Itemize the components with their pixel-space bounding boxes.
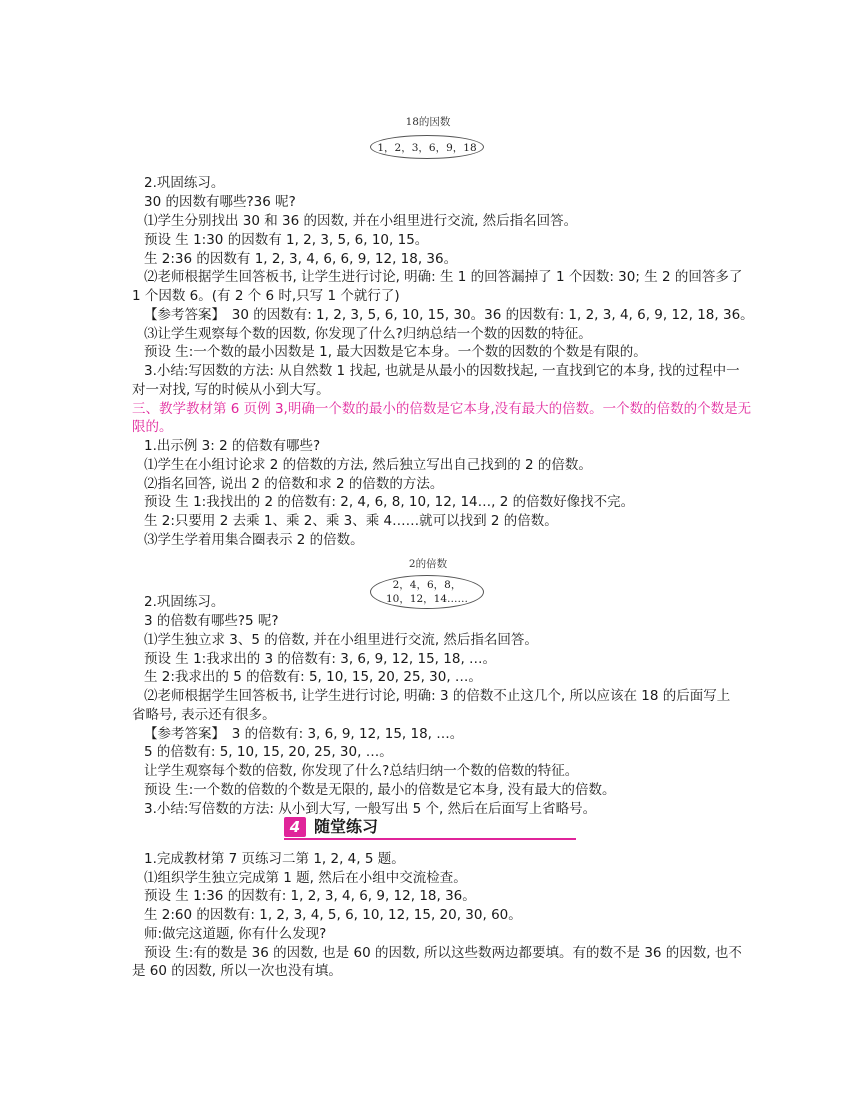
diagram-title: 2的倍数 bbox=[408, 558, 448, 570]
diagram-title: 18的因数 bbox=[405, 116, 451, 128]
section-heading: 三、教学教材第 6 页例 3,明确一个数的最小的倍数是它本身,没有最大的倍数。一个数的倍数的个数是无 bbox=[132, 401, 752, 417]
text-line: 师:做完这道题, 你有什么发现? bbox=[144, 926, 327, 942]
text-line: 生 2:我求出的 5 的倍数有: 5, 10, 15, 20, 25, 30, …。 bbox=[144, 669, 482, 685]
text-line: 预设 生:一个数的倍数的个数是无限的, 最小的倍数是它本身, 没有最大的倍数。 bbox=[144, 782, 616, 798]
section-title: 随堂练习 bbox=[314, 817, 379, 836]
text-line: 对一对找, 写的时候从小到大写。 bbox=[132, 382, 330, 398]
text-line: 预设 生 1:30 的因数有 1, 2, 3, 5, 6, 10, 15。 bbox=[144, 232, 429, 248]
text-line: 生 2:36 的因数有 1, 2, 3, 4, 6, 6, 9, 12, 18, 36。 bbox=[144, 251, 458, 267]
section-number-badge: 4 bbox=[284, 817, 306, 837]
section-heading: 限的。 bbox=[132, 419, 173, 435]
text-line: 预设 生 1:我找出的 2 的倍数有: 2, 4, 6, 8, 10, 12, 14…, 2 的倍数好像找不完。 bbox=[144, 494, 635, 510]
answer-line: 【参考答案】 30 的因数有: 1, 2, 3, 5, 6, 10, 15, 30。36 的因数有: 1, 2, 3, 4, 6, 9, 12, 18, 36。 bbox=[144, 307, 754, 323]
factors-of-18-diagram bbox=[370, 114, 486, 159]
text-line: 预设 生 1:36 的因数有: 1, 2, 3, 4, 6, 9, 12, 18, 36。 bbox=[144, 888, 476, 904]
answer-line: 【参考答案】 3 的倍数有: 3, 6, 9, 12, 15, 18, …。 bbox=[144, 726, 464, 742]
text-line: 生 2:只要用 2 去乘 1、乘 2、乘 3、乘 4……就可以找到 2 的倍数。 bbox=[144, 513, 558, 529]
text-line: ⑴学生独立求 3、5 的倍数, 并在小组里进行交流, 然后指名回答。 bbox=[144, 632, 538, 648]
text-line: 预设 生:一个数的最小因数是 1, 最大因数是它本身。一个数的因数的个数是有限的。 bbox=[144, 344, 647, 360]
text-line: 是 60 的因数, 所以一次也没有填。 bbox=[132, 963, 342, 979]
text-line: 让学生观察每个数的倍数, 你发现了什么?总结归纳一个数的倍数的特征。 bbox=[144, 763, 579, 779]
text-line: ⑶学生学着用集合圈表示 2 的倍数。 bbox=[144, 532, 364, 548]
set-ellipse bbox=[370, 135, 484, 159]
set-content-line2: 10，12，14…… bbox=[385, 593, 469, 605]
text-line: 1.完成教材第 7 页练习二第 1, 2, 4, 5 题。 bbox=[144, 851, 405, 867]
text-line: 30 的因数有哪些?36 呢? bbox=[144, 194, 296, 210]
set-content-line1: 2，4，6，8， bbox=[392, 579, 462, 591]
text-line: ⑴学生分别找出 30 和 36 的因数, 并在小组里进行交流, 然后指名回答。 bbox=[144, 213, 578, 229]
text-line: 3 的倍数有哪些?5 呢? bbox=[144, 613, 279, 629]
text-line: 5 的倍数有: 5, 10, 15, 20, 25, 30, …。 bbox=[144, 744, 393, 760]
text-line: 1.出示例 3: 2 的倍数有哪些? bbox=[144, 438, 321, 454]
text-line: 1 个因数 6。(有 2 个 6 时,只写 1 个就行了) bbox=[132, 288, 400, 304]
text-line: 2.巩固练习。 bbox=[144, 175, 225, 191]
text-line: ⑵老师根据学生回答板书, 让学生进行讨论, 明确: 3 的倍数不止这几个, 所以应该在 18 的后面写上 bbox=[144, 688, 731, 704]
text-line: 省略号, 表示还有很多。 bbox=[132, 707, 276, 723]
text-line: ⑴学生在小组讨论求 2 的倍数的方法, 然后独立写出自己找到的 2 的倍数。 bbox=[144, 457, 592, 473]
set-content: 1，2，3，6，9，18 bbox=[377, 141, 477, 154]
text-line: ⑶让学生观察每个数的因数, 你发现了什么?归纳总结一个数的因数的特征。 bbox=[144, 326, 592, 342]
text-line: 2.巩固练习。 bbox=[144, 594, 225, 610]
section-header bbox=[284, 816, 576, 840]
text-line: ⑴组织学生独立完成第 1 题, 然后在小组中交流检查。 bbox=[144, 870, 467, 886]
text-line: ⑵老师根据学生回答板书, 让学生进行讨论, 明确: 生 1 的回答漏掉了 1 个因数: 30; 生 2 的回答多了 bbox=[144, 269, 743, 285]
text-line: 3.小结:写倍数的方法: 从小到大写, 一般写出 5 个, 然后在后面写上省略号。 bbox=[144, 801, 597, 817]
text-line: 生 2:60 的因数有: 1, 2, 3, 4, 5, 6, 10, 12, 15, 20, 30, 60。 bbox=[144, 907, 522, 923]
text-line: 预设 生 1:我求出的 3 的倍数有: 3, 6, 9, 12, 15, 18, …。 bbox=[144, 651, 497, 667]
text-line: 3.小结:写因数的方法: 从自然数 1 找起, 也就是从最小的因数找起, 一直找到它的本身, 找的过程中一 bbox=[144, 363, 740, 379]
text-line: 预设 生:有的数是 36 的因数, 也是 60 的因数, 所以这些数两边都要填。有的数不是 36 的因数, 也不 bbox=[144, 945, 742, 961]
text-line: ⑵指名回答, 说出 2 的倍数和求 2 的倍数的方法。 bbox=[144, 476, 444, 492]
